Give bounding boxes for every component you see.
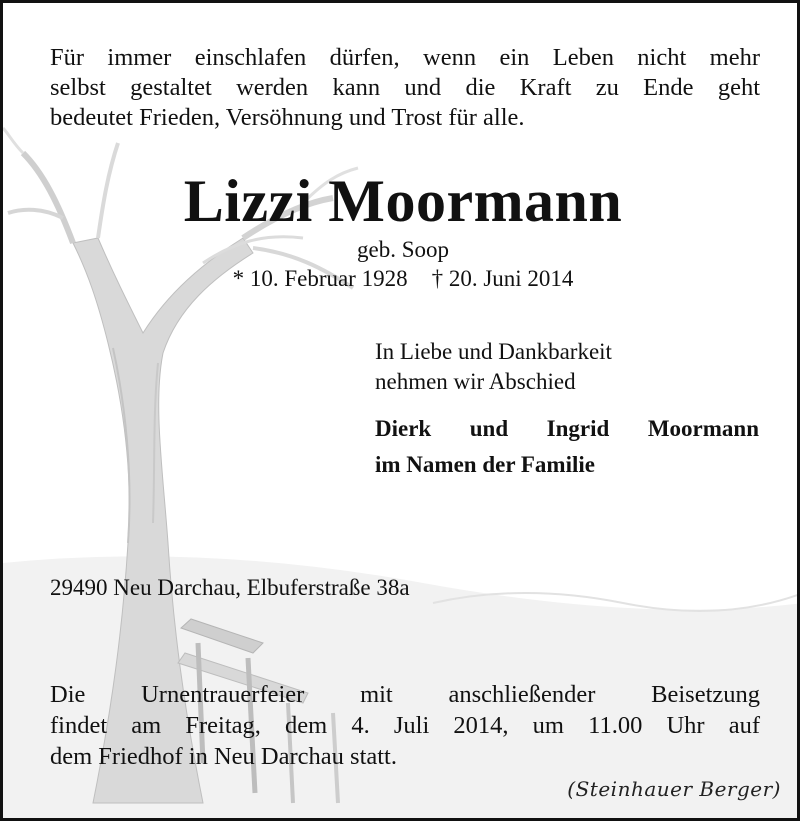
poem-line: selbst gestaltet werden kann und die Kraft zu Ende geht (50, 74, 760, 101)
poem (50, 43, 760, 133)
ceremony-info (50, 679, 760, 772)
stonemason-signature: (Steinhauer Berger) (567, 777, 781, 801)
death-date: † 20. Juni 2014 (431, 266, 574, 291)
mourners-line: Dierk und Ingrid Moormann (375, 416, 759, 441)
address: 29490 Neu Darchau, Elbuferstraße 38a (50, 575, 410, 600)
ceremony-line: Die Urnentrauerfeier mit anschließender Beisetzung (50, 681, 760, 708)
life-dates (3, 264, 800, 294)
deceased-name: Lizzi Moormann (183, 168, 623, 234)
ceremony-line: dem Friedhof in Neu Darchau statt. (50, 743, 397, 770)
farewell-line: In Liebe und Dankbarkeit (375, 339, 612, 364)
farewell-line: nehmen wir Abschied (375, 369, 576, 394)
mourners-line: im Namen der Familie (375, 452, 595, 477)
mourners (375, 411, 759, 483)
maiden-name: geb. Soop (357, 237, 449, 262)
ceremony-line: findet am Freitag, dem 4. Juli 2014, um 11.00 Uhr auf (50, 712, 760, 739)
birth-date: * 10. Februar 1928 (232, 266, 408, 291)
farewell-text (375, 337, 765, 397)
poem-line: Für immer einschlafen dürfen, wenn ein Leben nicht mehr (50, 44, 760, 71)
poem-line: bedeutet Frieden, Versöhnung und Trost für alle. (50, 104, 525, 131)
